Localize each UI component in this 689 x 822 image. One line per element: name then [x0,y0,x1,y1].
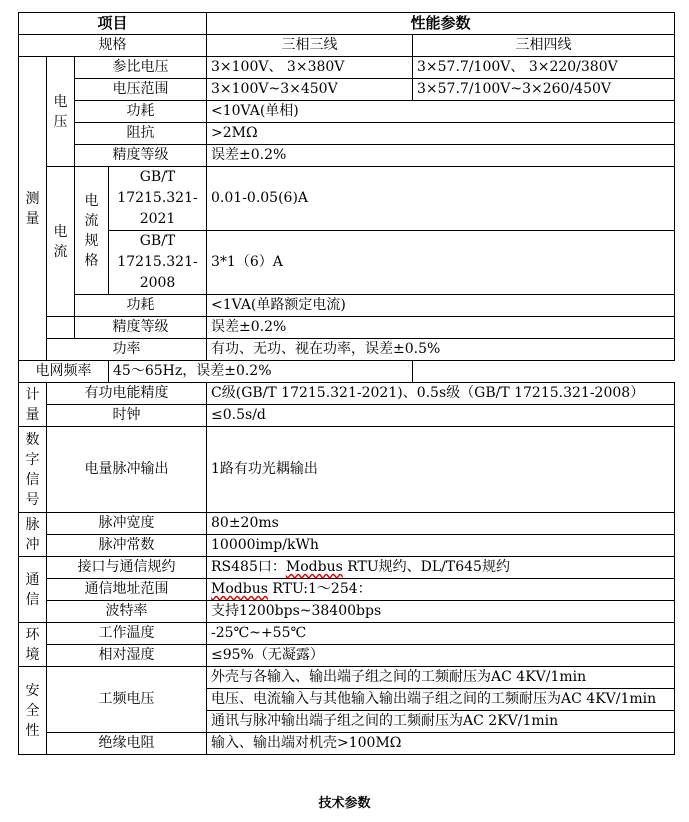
group-safety-text [23,681,42,741]
voltage-range-4w: 3×57.7/100V~3×260/450V [413,79,675,101]
freq-row [19,361,675,383]
vertical-char: 量 [25,210,40,227]
group-digital-text [23,430,42,510]
power-value: 有功、无功、视在功率，误差±0.5% [207,339,675,361]
group-measure-text [23,189,42,229]
env-temp-row [19,623,675,645]
vertical-char: 冲 [25,536,40,553]
comm-iface-prefix: RS485口： [211,559,286,575]
table-caption: 技术参数 [318,796,371,811]
metering-accuracy-label: 有功电能精度 [47,383,207,405]
safety-insulation-label: 绝缘电阻 [47,733,207,755]
current-std1-value: 0.01-0.05(6)A [207,167,675,231]
vertical-char: 性 [25,722,40,739]
spec-four-wire: 三相四线 [413,35,675,57]
group-env-text [23,625,42,665]
voltage-accuracy-label: 精度等级 [75,145,207,167]
voltage-accuracy-value: 误差±0.2% [207,145,675,167]
env-hum-value: ≤95%（无凝露） [207,645,675,667]
current-spec-spacer [47,317,75,339]
pulse-const-row [19,535,675,557]
vertical-char: 号 [25,491,40,508]
group-voltage [47,57,75,167]
safety-withstand-3: 通讯与脉冲输出端子组之间的工频耐压为AC 2KV/1min [207,711,675,733]
metering-clock-row [19,405,675,427]
group-metering-text [23,385,42,425]
safety-withstand-1: 外壳与各输入、输出端子组之间的工频耐压为AC 4KV/1min [207,667,675,689]
group-measure [19,57,47,361]
group-pulse [19,513,47,557]
comm-baud-row [19,601,675,623]
spec-table [18,12,675,755]
metering-clock-value: ≤0.5s/d [207,405,675,427]
voltage-power-label: 功耗 [75,101,207,123]
pulse-const-label: 脉冲常数 [47,535,207,557]
pulse-const-value: 10000imp/kWh [207,535,675,557]
group-current [47,167,75,317]
comm-iface-row [19,557,675,579]
freq-value: 45～65Hz，误差±0.2% [109,361,413,383]
digital-row [19,427,675,513]
vertical-char: 全 [25,702,40,719]
voltage-range-3w: 3×100V~3×450V [207,79,413,101]
voltage-ref-row [19,57,675,79]
vertical-char: 境 [25,646,40,663]
comm-addr-row [19,579,675,601]
vertical-char: 电 [53,223,68,240]
vertical-char: 计 [25,386,40,403]
vertical-char: 安 [25,682,40,699]
current-std1: GB/T 17215.321-2021 [109,167,207,231]
safety-insulation-value: 输入、输出端对机壳>100MΩ [207,733,675,755]
vertical-char: 测 [25,190,40,207]
spec-label: 规格 [19,35,207,57]
vertical-char: 字 [25,451,40,468]
env-temp-value: -25℃~+55℃ [207,623,675,645]
pulse-width-value: 80±20ms [207,513,675,535]
voltage-range-row [19,79,675,101]
voltage-ref-3w: 3×100V、 3×380V [207,57,413,79]
env-temp-label: 工作温度 [47,623,207,645]
current-accuracy-value: 误差±0.2% [207,317,675,339]
safety-withstand-row-1 [19,667,675,689]
vertical-char: 数 [25,431,40,448]
current-power-row [19,295,675,317]
vertical-char: 信 [25,471,40,488]
header-row [19,13,675,35]
comm-addr-value [207,579,675,601]
header-item: 项目 [19,13,207,35]
digital-value: 1路有功光耦输出 [207,427,675,513]
current-accuracy-label: 精度等级 [75,317,207,339]
pulse-width-row [19,513,675,535]
vertical-char: 通 [25,571,40,588]
group-current-spec-text [79,191,104,271]
vertical-char: 信 [25,591,40,608]
vertical-char: 脉 [25,516,40,533]
safety-withstand-2: 电压、电流输入与其他输入输出端子组之间的工频耐压为AC 4KV/1min [207,689,675,711]
vertical-char: 环 [25,626,40,643]
voltage-impedance-value: >2MΩ [207,123,675,145]
vertical-char: 量 [25,406,40,423]
comm-iface-suffix: RTU规约、DL/T645规约 [342,559,510,575]
comm-baud-label: 波特率 [47,601,207,623]
voltage-impedance-row [19,123,675,145]
comm-addr-label: 通信地址范围 [47,579,207,601]
voltage-ref-label: 参比电压 [75,57,207,79]
comm-iface-modbus: Modbus [285,559,343,575]
comm-iface-label: 接口与通信规约 [47,557,207,579]
power-label: 功率 [47,339,207,361]
group-pulse-text [23,515,42,555]
group-current-spec [75,167,109,295]
group-comm [19,557,47,623]
current-std2-value: 3*1（6）A [207,231,675,295]
vertical-char: 电 [53,93,68,110]
vertical-char: 格 [84,252,99,269]
header-performance: 性能参数 [207,13,675,35]
voltage-ref-4w: 3×57.7/100V、 3×220/380V [413,57,675,79]
spec-three-wire: 三相三线 [207,35,413,57]
env-hum-label: 相对湿度 [47,645,207,667]
group-comm-text [23,570,42,610]
vertical-char: 压 [53,113,68,130]
current-power-value: <1VA(单路额定电流) [207,295,675,317]
metering-clock-label: 时钟 [47,405,207,427]
voltage-power-value: <10VA(单相) [207,101,675,123]
comm-addr-suffix: RTU:1～254： [267,581,372,597]
metering-accuracy-value: C级(GB/T 17215.321-2021)、0.5s级（GB/T 17215.321-2008） [207,383,675,405]
spec-row [19,35,675,57]
vertical-char: 电 [84,192,99,209]
env-hum-row [19,645,675,667]
vertical-char: 流 [53,243,68,260]
group-env [19,623,47,667]
pulse-width-label: 脉冲宽度 [47,513,207,535]
safety-insulation-row [19,733,675,755]
comm-addr-modbus: Modbus [211,581,268,597]
voltage-impedance-label: 阻抗 [75,123,207,145]
voltage-power-row [19,101,675,123]
group-metering [19,383,47,427]
group-voltage-text [51,92,70,132]
safety-withstand-label: 工频电压 [47,667,207,733]
group-safety [19,667,47,755]
vertical-char: 流 [84,212,99,229]
current-accuracy-row [19,317,675,339]
group-current-text [51,222,70,262]
group-digital [19,427,47,513]
comm-baud-value: 支持1200bps~38400bps [207,601,675,623]
metering-accuracy-row [19,383,675,405]
voltage-accuracy-row [19,145,675,167]
current-power-label: 功耗 [75,295,207,317]
freq-label: 电网频率 [19,361,109,383]
digital-label: 电量脉冲输出 [47,427,207,513]
vertical-char: 规 [84,232,99,249]
comm-iface-value [207,557,675,579]
voltage-range-label: 电压范围 [75,79,207,101]
current-std2: GB/T 17215.321-2008 [109,231,207,295]
power-row [19,339,675,361]
